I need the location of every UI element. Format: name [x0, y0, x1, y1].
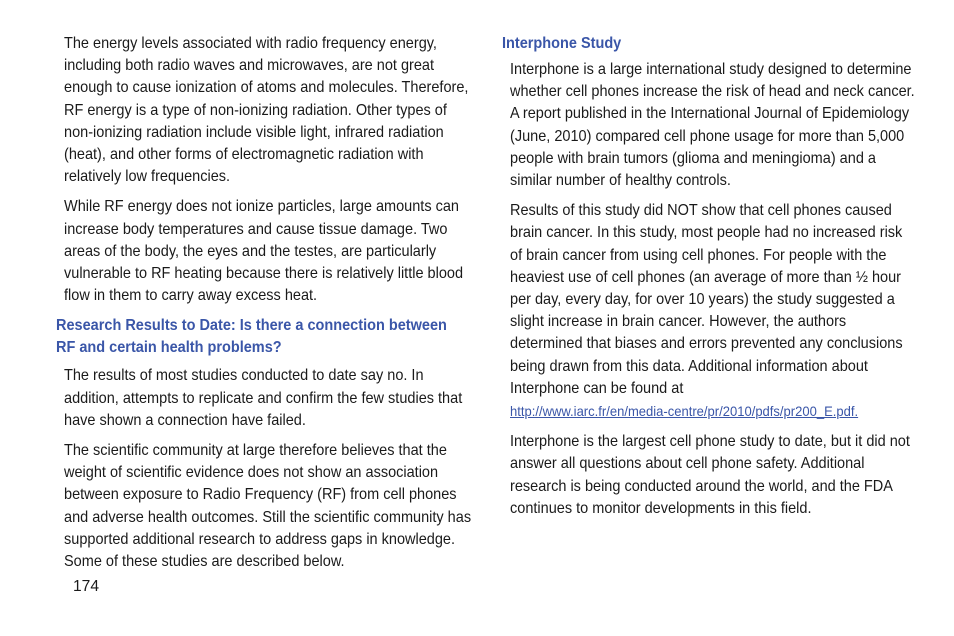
interphone-intro-paragraph: Interphone is a large international study designed to determine whether cell phones increase the risk of head and neck cancer. A report published in the International Journal of Epidemiology (June, 2010) compared cell phone usage for more than 5,000 people with brain tumors (glioma and meningioma) and a similar number of healthy controls. — [510, 61, 915, 190]
rf-energy-paragraph: The energy levels associated with radio frequency energy, including both radio waves and microwaves, are not great enough to cause ionization of atoms and molecules. Therefore, RF energy is a type of non-ionizing radiation. Other types of non-ionizing radiation include visible light, infrared radiation (heat), and other forms of electromagnetic radiation with relatively low frequencies. — [64, 35, 469, 186]
interphone-study-heading: Interphone Study — [502, 35, 622, 52]
scientific-community-paragraph: The scientific community at large therefore believes that the weight of scientific evidence does not show an association between exposure to Radio Frequency (RF) from cell phones and adverse health outcomes. Still the scientific community has supported additional research to address gaps in knowledge. Some of these studies are described below. — [64, 442, 472, 571]
iarc-link[interactable]: http://www.iarc.fr/en/media-centre/pr/2010/pdfs/pr200_E.pdf. — [510, 403, 859, 420]
interphone-results-text: Results of this study did NOT show that cell phones caused brain cancer. In this study, most people had no increased risk of brain cancer from using cell phones. For people with the heaviest use of cell phones (an average of more than ½ hour per day, every day, for over 10 years) the study suggested a slight increase in brain cancer. However, the authors determined that biases and errors prevented any conclusions being drawn from this data. Additional information about Interphone can be found at — [510, 202, 903, 397]
page-number: 174 — [73, 578, 100, 595]
studies-results-paragraph: The results of most studies conducted to date say no. In addition, attempts to replicate and confirm the few studies that have shown a connection have failed. — [64, 367, 463, 429]
research-results-heading: Research Results to Date: Is there a connection between RF and certain health problems? — [56, 317, 447, 357]
right-column — [502, 33, 915, 528]
rf-heating-paragraph: While RF energy does not ionize particles, large amounts can increase body temperatures and cause tissue damage. Two areas of the body, the eyes and the testes, are particularly vulnerable to RF heating because there is relatively little blood flow in them to carry away excess heat. — [64, 198, 464, 305]
left-column — [56, 33, 472, 581]
interphone-conclusion-paragraph: Interphone is the largest cell phone study to date, but it did not answer all questions about cell phone safety. Additional research is being conducted around the world, and the FDA continues to monitor developments in this field. — [510, 433, 910, 517]
interphone-results-paragraph — [510, 200, 917, 423]
